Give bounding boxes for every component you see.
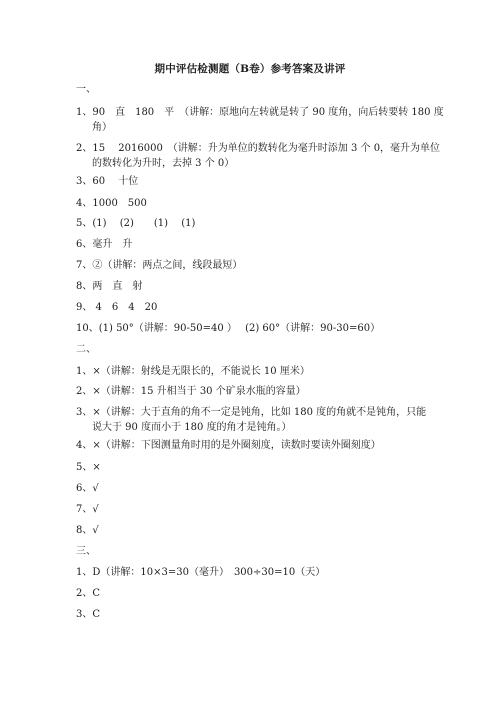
- answer-1-5: 5、(1) (2) (1) (1): [76, 218, 196, 229]
- answer-2-7: 7、√: [76, 504, 99, 515]
- answer-1-9: 9、 4 6 4 20: [76, 302, 158, 313]
- answer-2-4: 4、×（讲解：下图测量角时用的是外圈刻度，读数时要读外圈刻度）: [76, 440, 381, 451]
- answer-1-10: 10、(1) 50°（讲解：90-50=40 ） (2) 60°（讲解：90-30=60）: [76, 323, 381, 334]
- answer-3-2: 2、C: [76, 588, 101, 599]
- answer-2-3: 3、×（讲解：大于直角的角不一定是钝角，比如 180 度的角就不是钝角，只能: [76, 407, 427, 418]
- answer-1-2: 2、15 2016000 （讲解：升为单位的数转化为毫升时添加 3 个 0，毫升为单位: [76, 143, 441, 154]
- answer-2-6: 6、√: [76, 483, 99, 494]
- answer-1-2-continued: 的数转化为升时，去掉 3 个 0）: [92, 158, 235, 169]
- section-heading-3: 三、: [76, 546, 96, 557]
- answer-1-1: 1、90 直 180 平 （讲解：原地向左转就是转了 90 度角，向后转要转 180 度: [76, 107, 444, 118]
- answer-1-4: 4、1000 500: [76, 198, 147, 209]
- answer-1-7: 7、②（讲解：两点之间，线段最短）: [76, 260, 243, 271]
- answer-3-1: 1、D（讲解：10×3=30（毫升） 300÷30=10（天）: [76, 567, 326, 578]
- answer-2-8: 8、√: [76, 525, 99, 536]
- answer-2-2: 2、×（讲解：15 升相当于 30 个矿泉水瓶的容量）: [76, 386, 306, 397]
- page-title: 期中评估检测题（B卷）参考答案及讲评: [154, 63, 346, 75]
- answer-1-1-continued: 角）: [92, 122, 112, 133]
- answer-3-3: 3、C: [76, 609, 101, 620]
- answer-2-5: 5、×: [76, 462, 101, 473]
- answer-2-1: 1、×（讲解：射线是无限长的，不能说长 10 厘米）: [76, 366, 310, 377]
- answer-1-6: 6、毫升 升: [76, 239, 133, 250]
- section-heading-2: 二、: [76, 344, 96, 355]
- section-heading-1: 一、: [76, 84, 96, 95]
- answer-1-3: 3、60 十位: [76, 176, 139, 187]
- answer-2-3-continued: 说大于 90 度而小于 180 度的角才是钝角。）: [92, 422, 292, 433]
- answer-1-8: 8、两 直 射: [76, 281, 143, 292]
